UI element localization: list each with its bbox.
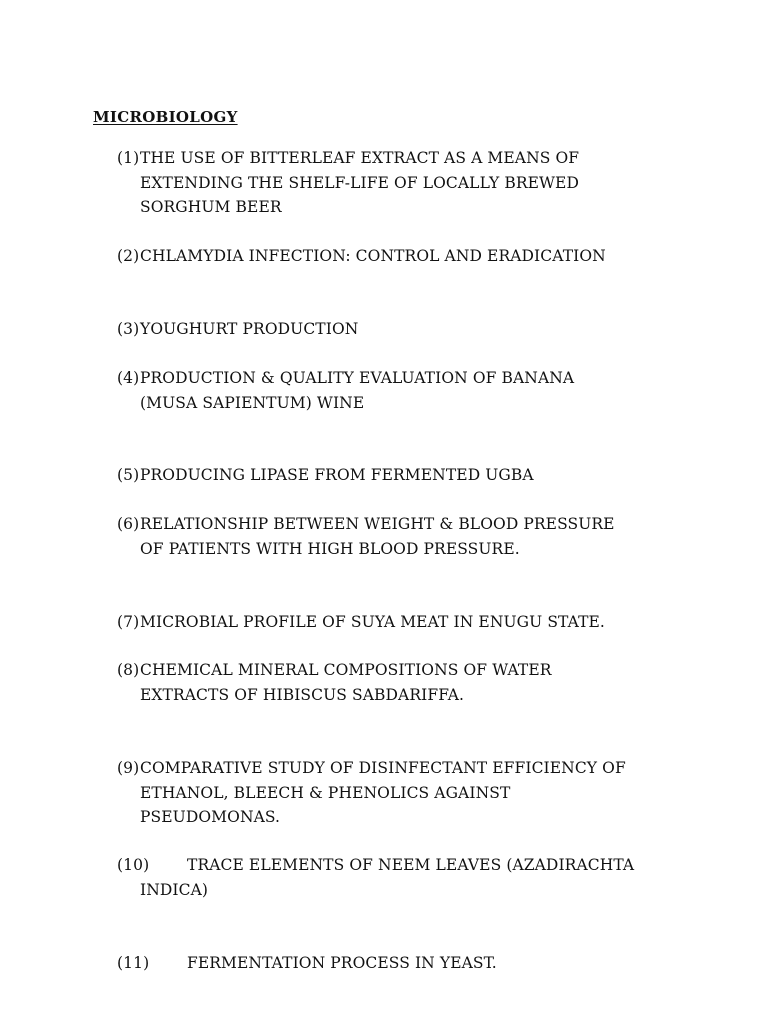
item-text: MICROBIAL PROFILE OF SUYA MEAT IN ENUGU STATE. [140, 613, 605, 631]
item-line [117, 366, 717, 391]
item-number: (4) [117, 369, 140, 387]
item-line [117, 610, 717, 635]
item-text: FERMENTATION PROCESS IN YEAST. [187, 954, 497, 972]
item-number: (6) [117, 515, 140, 533]
item-number: (2) [117, 247, 140, 265]
item-text: THE USE OF BITTERLEAF EXTRACT AS A MEANS OF [140, 149, 580, 167]
list-item [117, 317, 717, 342]
item-text: YOUGHURT PRODUCTION [140, 320, 359, 338]
item-number: (1) [117, 149, 140, 167]
list-item [117, 951, 717, 976]
item-line [117, 244, 717, 269]
item-number: (8) [117, 661, 140, 679]
item-line [117, 146, 717, 171]
item-text: TRACE ELEMENTS OF NEEM LEAVES (AZADIRACHTA [187, 856, 635, 874]
item-line [117, 463, 717, 488]
list-item [117, 366, 717, 415]
item-text: COMPARATIVE STUDY OF DISINFECTANT EFFICIENCY OF [140, 759, 626, 777]
item-number: (9) [117, 759, 140, 777]
item-text: EXTRACTS OF HIBISCUS SABDARIFFA. [140, 685, 465, 704]
item-line [117, 317, 717, 342]
list-item [117, 146, 717, 220]
item-line [117, 512, 717, 537]
list-item [117, 610, 717, 635]
item-text: PRODUCING LIPASE FROM FERMENTED UGBA [140, 466, 534, 484]
item-number: (11) [117, 954, 150, 972]
item-number: (3) [117, 320, 140, 338]
item-text: CHEMICAL MINERAL COMPOSITIONS OF WATER [140, 661, 552, 679]
item-text: OF PATIENTS WITH HIGH BLOOD PRESSURE. [140, 539, 520, 558]
item-text: PSEUDOMONAS. [140, 808, 281, 826]
item-line [117, 756, 717, 781]
item-text: RELATIONSHIP BETWEEN WEIGHT & BLOOD PRESSURE [140, 515, 615, 533]
item-text: (MUSA SAPIENTUM) WINE [140, 393, 365, 412]
list-item [117, 853, 717, 902]
item-text: PRODUCTION & QUALITY EVALUATION OF BANANA [140, 369, 575, 387]
list-item [117, 512, 717, 561]
list-item [117, 244, 717, 269]
item-line [117, 951, 717, 976]
item-number: (5) [117, 466, 140, 484]
list-item [117, 463, 717, 488]
item-line [117, 853, 717, 878]
list-item [117, 756, 717, 830]
item-line [117, 658, 717, 683]
item-text: INDICA) [140, 880, 209, 899]
list-item [117, 658, 717, 707]
item-text: SORGHUM BEER [140, 198, 282, 216]
item-number: (7) [117, 613, 140, 631]
item-text: CHLAMYDIA INFECTION: CONTROL AND ERADICATION [140, 247, 606, 265]
item-text: EXTENDING THE SHELF-LIFE OF LOCALLY BREWED [140, 173, 579, 192]
item-text: ETHANOL, BLEECH & PHENOLICS AGAINST [140, 783, 511, 802]
item-number: (10) [117, 856, 150, 874]
document-heading: MICROBIOLOGY [93, 108, 238, 126]
